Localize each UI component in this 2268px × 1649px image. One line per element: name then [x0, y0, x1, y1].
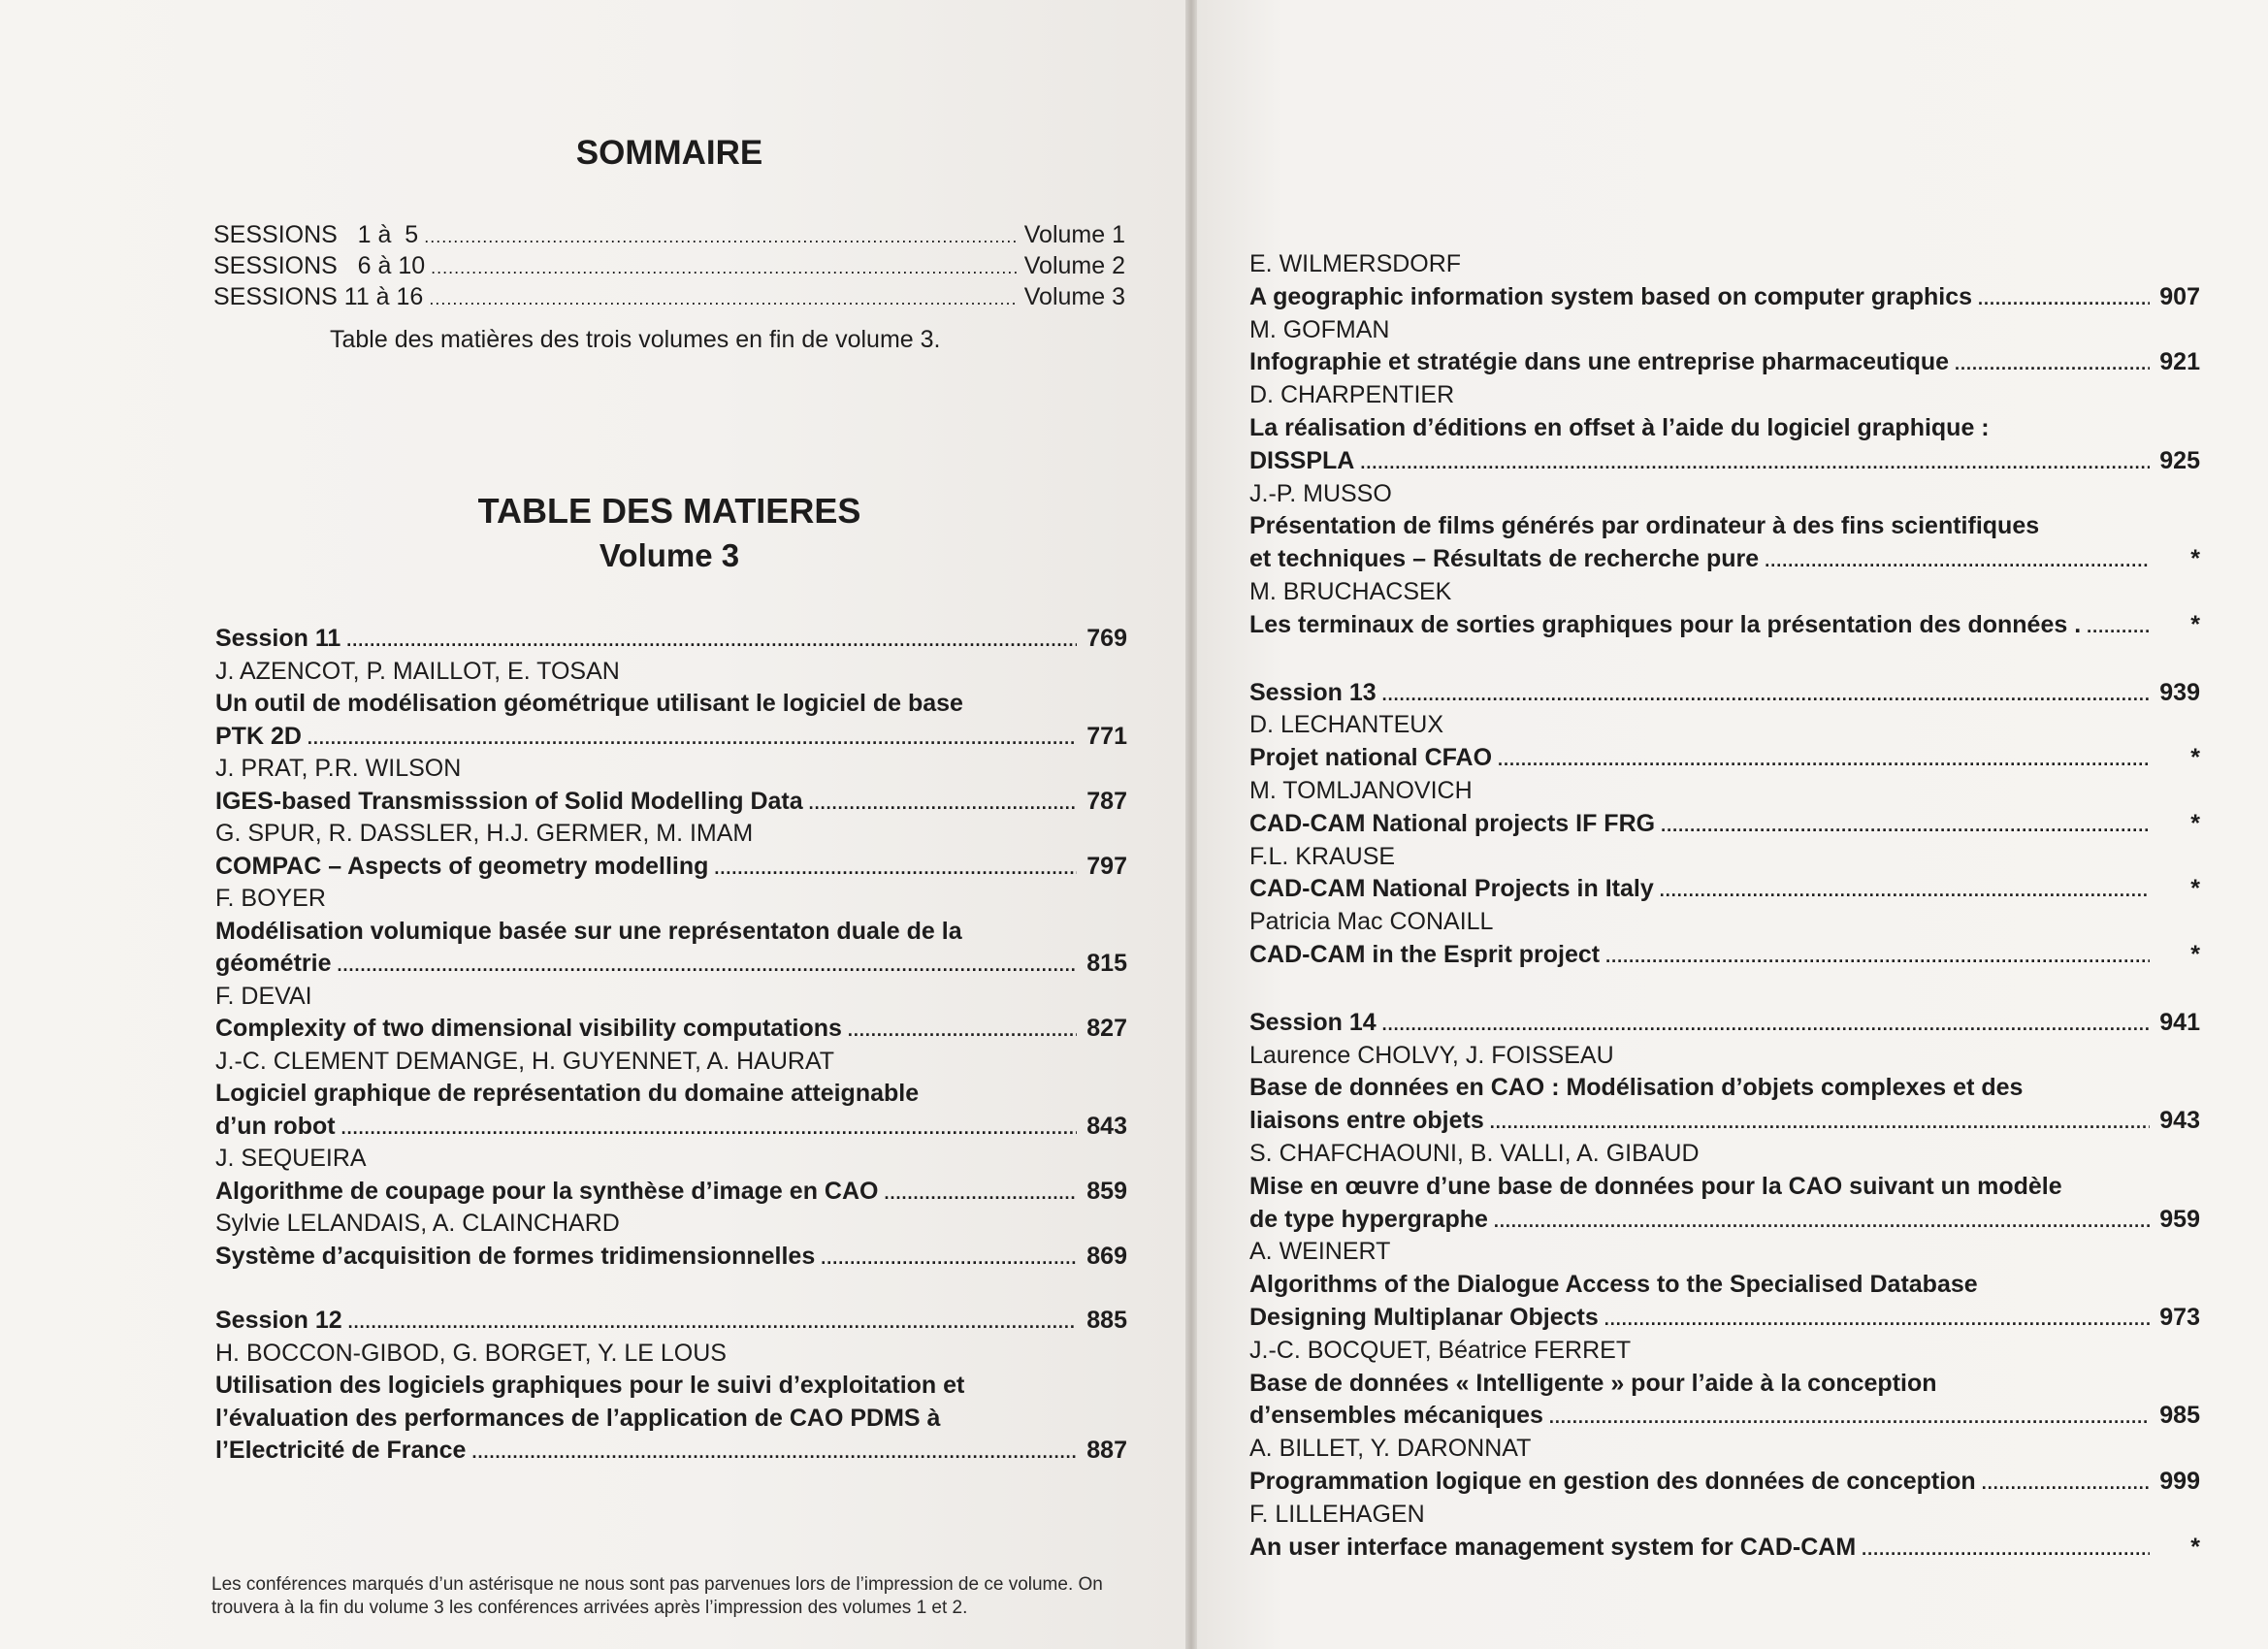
page-number: * — [2190, 809, 2200, 837]
entry-title-row — [1249, 1105, 2200, 1138]
page-number: 815 — [1086, 950, 1127, 977]
entry-authors: F. LILLEHAGEN — [1249, 1500, 1425, 1528]
entry-authors: G. SPUR, R. DASSLER, H.J. GERMER, M. IMAM — [215, 820, 754, 847]
entry-authors: A. BILLET, Y. DARONNAT — [1249, 1435, 1532, 1463]
entry-authors: M. TOMLJANOVICH — [1249, 777, 1473, 804]
entry-title: d’ensembles mécaniques — [1249, 1402, 1543, 1430]
entry-title-row — [1249, 873, 2200, 906]
entry-title-line: Base de données « Intelligente » pour l’aide à la conception — [1249, 1369, 1937, 1397]
leader-dots — [1765, 543, 2150, 576]
entry-title: PTK 2D — [215, 722, 302, 750]
entry-title-row — [215, 1013, 1127, 1046]
page-number: * — [2190, 610, 2200, 638]
session-row — [215, 1305, 1127, 1338]
leader-dots — [1494, 1204, 2150, 1237]
book-gutter — [1185, 0, 1197, 1649]
entry-title: IGES-based Transmisssion of Solid Modelling Data — [215, 787, 803, 815]
entry-title-row — [215, 948, 1127, 981]
entry-title-row — [1249, 543, 2200, 576]
entry-title-row — [215, 1111, 1127, 1144]
session-row — [1249, 677, 2200, 710]
entry-title: de type hypergraphe — [1249, 1205, 1488, 1233]
leader-dots — [848, 1013, 1077, 1046]
entry-title-row — [1249, 1204, 2200, 1237]
entry-title-row — [1249, 1532, 2200, 1565]
leader-dots — [337, 948, 1077, 981]
entry-title: liaisons entre objets — [1249, 1107, 1484, 1135]
page-number: 859 — [1086, 1177, 1127, 1205]
entry-authors: F. DEVAI — [215, 982, 312, 1010]
entry-title: Algorithme de coupage pour la synthèse d’image en CAO — [215, 1177, 879, 1205]
entry-authors: M. BRUCHACSEK — [1249, 578, 1452, 605]
page-number: 787 — [1086, 787, 1127, 815]
toc-title: TABLE DES MATIERES — [477, 491, 861, 531]
entry-title-line: Modélisation volumique basée sur une représentaton duale de la — [215, 917, 962, 945]
leader-dots — [429, 281, 1018, 314]
leader-dots — [424, 219, 1019, 252]
entry-title: Les terminaux de sorties graphiques pour la présentation des données . — [1249, 610, 2082, 638]
leader-dots — [1605, 939, 2150, 972]
entry-title: CAD-CAM National Projects in Italy — [1249, 875, 1654, 903]
leader-dots — [1490, 1105, 2150, 1138]
toc-subtitle: Volume 3 — [599, 537, 740, 573]
entry-title-line: Base de données en CAO : Modélisation d’objets complexes et des — [1249, 1074, 2024, 1102]
entry-title-row — [215, 851, 1127, 884]
leader-dots — [1382, 677, 2150, 710]
leader-dots — [1660, 873, 2150, 906]
entry-authors: D. CHARPENTIER — [1249, 381, 1455, 409]
leader-dots — [471, 1435, 1077, 1468]
page-number: * — [2190, 941, 2200, 968]
page-number: 907 — [2159, 282, 2200, 310]
entry-title: et techniques – Résultats de recherche pure — [1249, 545, 1760, 573]
page-number: 941 — [2159, 1008, 2200, 1036]
leader-dots — [714, 851, 1077, 884]
entry-authors: J. SEQUEIRA — [215, 1145, 367, 1172]
session-row — [215, 623, 1127, 656]
page-number: 925 — [2159, 446, 2200, 474]
entry-title-row — [1249, 1466, 2200, 1499]
leader-dots — [346, 623, 1077, 656]
entry-authors: H. BOCCON-GIBOD, G. BORGET, Y. LE LOUS — [215, 1339, 727, 1367]
leader-dots — [308, 721, 1077, 754]
page-number: 973 — [2159, 1304, 2200, 1331]
leader-dots — [1604, 1302, 2150, 1335]
entry-title-line: Présentation de films générés par ordinateur à des fins scientifiques — [1249, 512, 2040, 540]
entry-authors: D. LECHANTEUX — [1249, 711, 1444, 739]
page-number: 885 — [1086, 1307, 1127, 1334]
entry-authors: Laurence CHOLVY, J. FOISSEAU — [1249, 1041, 1614, 1069]
page-number: 959 — [2159, 1205, 2200, 1233]
entry-title-line: l’évaluation des performances de l’application de CAO PDMS à — [215, 1404, 941, 1432]
entry-authors: J.-C. BOCQUET, Béatrice FERRET — [1249, 1336, 1632, 1364]
leader-dots — [1360, 445, 2150, 478]
entry-title: d’un robot — [215, 1112, 336, 1140]
leader-dots — [821, 1241, 1077, 1274]
sommaire-row-label: SESSIONS 1 à 5 — [213, 221, 419, 248]
sommaire-row — [213, 281, 1125, 314]
page-number: 921 — [2159, 348, 2200, 376]
entry-title: A geographic information system based on computer graphics — [1249, 282, 1973, 310]
sommaire-row-volume: Volume 1 — [1023, 221, 1125, 248]
page-number: 887 — [1086, 1437, 1127, 1464]
leader-dots — [1661, 808, 2150, 841]
entry-authors: J.-P. MUSSO — [1249, 479, 1392, 507]
leader-dots — [1498, 742, 2150, 775]
sommaire-row-volume: Volume 2 — [1023, 252, 1125, 279]
entry-title: An user interface management system for CAD-CAM — [1249, 1533, 1857, 1561]
entry-title: CAD-CAM National projects IF FRG — [1249, 809, 1656, 837]
page-number: * — [2190, 545, 2200, 573]
footnote: Les conférences marqués d’un astérisque ne nous sont pas parvenues lors de l’impression de ce volume. On trouvera à la fin du volume 3 les conférences arrivées après l’impression des volumes 1 et 2. — [211, 1574, 1103, 1618]
entry-title-row — [215, 1435, 1127, 1468]
page-number: 843 — [1086, 1112, 1127, 1140]
page-number: * — [2190, 1533, 2200, 1561]
entry-title: Complexity of two dimensional visibility computations — [215, 1015, 842, 1042]
page-number: 999 — [2159, 1468, 2200, 1495]
session-label: Session 14 — [1249, 1008, 1377, 1036]
entry-authors: Sylvie LELANDAIS, A. CLAINCHARD — [215, 1210, 620, 1237]
entry-authors: S. CHAFCHAOUNI, B. VALLI, A. GIBAUD — [1249, 1140, 1700, 1167]
session-label: Session 13 — [1249, 678, 1377, 706]
entry-authors: F. BOYER — [215, 885, 326, 912]
entry-authors: J.-C. CLEMENT DEMANGE, H. GUYENNET, A. HAURAT — [215, 1047, 835, 1075]
right-page — [1197, 0, 2268, 1649]
entry-title: COMPAC – Aspects of geometry modelling — [215, 852, 709, 880]
entry-authors: E. WILMERSDORF — [1249, 250, 1462, 277]
page-number: * — [2190, 744, 2200, 772]
entry-title: Système d’acquisition de formes tridimensionnelles — [215, 1242, 816, 1270]
entry-title-row — [1249, 445, 2200, 478]
entry-title-row — [1249, 1400, 2200, 1433]
entry-authors: J. AZENCOT, P. MAILLOT, E. TOSAN — [215, 657, 620, 685]
session-row — [1249, 1007, 2200, 1040]
page-number: 939 — [2159, 678, 2200, 706]
entry-authors: Patricia Mac CONAILL — [1249, 908, 1494, 936]
entry-title-row — [1249, 346, 2200, 379]
leader-dots — [1982, 1466, 2150, 1499]
session-label: Session 11 — [215, 625, 341, 652]
entry-title: DISSPLA — [1249, 446, 1355, 474]
entry-title: Projet national CFAO — [1249, 744, 1493, 772]
entry-title-line: Mise en œuvre d’une base de données pour la CAO suivant un modèle — [1249, 1172, 2062, 1200]
entry-title-row — [1249, 939, 2200, 972]
leader-dots — [1549, 1400, 2150, 1433]
page-number: 869 — [1086, 1242, 1127, 1270]
entry-title-line: La réalisation d’éditions en offset à l’aide du logiciel graphique : — [1249, 414, 1990, 441]
leader-dots — [884, 1176, 1077, 1209]
leader-dots — [1978, 281, 2150, 314]
entry-title-line: Utilisation des logiciels graphiques pour le suivi d’exploitation et — [215, 1372, 965, 1399]
leader-dots — [1955, 346, 2150, 379]
sommaire-note: Table des matières des trois volumes en fin de volume 3. — [330, 326, 941, 353]
entry-title-row — [215, 721, 1127, 754]
entry-title-row — [1249, 1302, 2200, 1335]
page-number: * — [2190, 875, 2200, 903]
entry-title: Infographie et stratégie dans une entreprise pharmaceutique — [1249, 348, 1950, 376]
leader-dots — [348, 1305, 1077, 1338]
entry-title-line: Logiciel graphique de représentation du domaine atteignable — [215, 1080, 920, 1107]
entry-authors: J. PRAT, P.R. WILSON — [215, 755, 462, 782]
page-number: 985 — [2159, 1402, 2200, 1430]
entry-authors: M. GOFMAN — [1249, 315, 1390, 343]
entry-authors: F.L. KRAUSE — [1249, 842, 1396, 870]
entry-title-row — [215, 1241, 1127, 1274]
entry-title-row — [1249, 808, 2200, 841]
page-number: 943 — [2159, 1107, 2200, 1135]
entry-title: Programmation logique en gestion des données de conception — [1249, 1468, 1976, 1495]
sommaire-row-volume: Volume 3 — [1023, 283, 1125, 310]
entry-title: Designing Multiplanar Objects — [1249, 1304, 1599, 1331]
sommaire-title: SOMMAIRE — [575, 134, 763, 172]
session-label: Session 12 — [215, 1307, 342, 1334]
page-number: 769 — [1086, 625, 1127, 652]
leader-dots — [431, 250, 1019, 283]
leader-dots — [1382, 1007, 2150, 1040]
leader-dots — [341, 1111, 1077, 1144]
entry-title-line: Un outil de modélisation géométrique utilisant le logiciel de base — [215, 690, 963, 717]
entry-title-row — [1249, 742, 2200, 775]
sommaire-row-label: SESSIONS 11 à 16 — [213, 283, 424, 310]
entry-title-row — [215, 786, 1127, 819]
page-number: 771 — [1086, 722, 1127, 750]
entry-title: géométrie — [215, 950, 332, 977]
entry-title-row — [1249, 609, 2200, 642]
sommaire-row — [213, 219, 1125, 252]
page-number: 797 — [1086, 852, 1127, 880]
entry-title: CAD-CAM in the Esprit project — [1249, 941, 1601, 968]
entry-authors: A. WEINERT — [1249, 1238, 1391, 1266]
entry-title-row — [215, 1176, 1127, 1209]
entry-title-row — [1249, 281, 2200, 314]
leader-dots — [1862, 1532, 2150, 1565]
page-number: 827 — [1086, 1015, 1127, 1042]
entry-title-line: Algorithms of the Dialogue Access to the Specialised Database — [1249, 1271, 1978, 1299]
leader-dots — [2087, 609, 2150, 642]
sommaire-row-label: SESSIONS 6 à 10 — [213, 252, 426, 279]
leader-dots — [809, 786, 1077, 819]
sommaire-row — [213, 250, 1125, 283]
entry-title: l’Electricité de France — [215, 1437, 467, 1464]
